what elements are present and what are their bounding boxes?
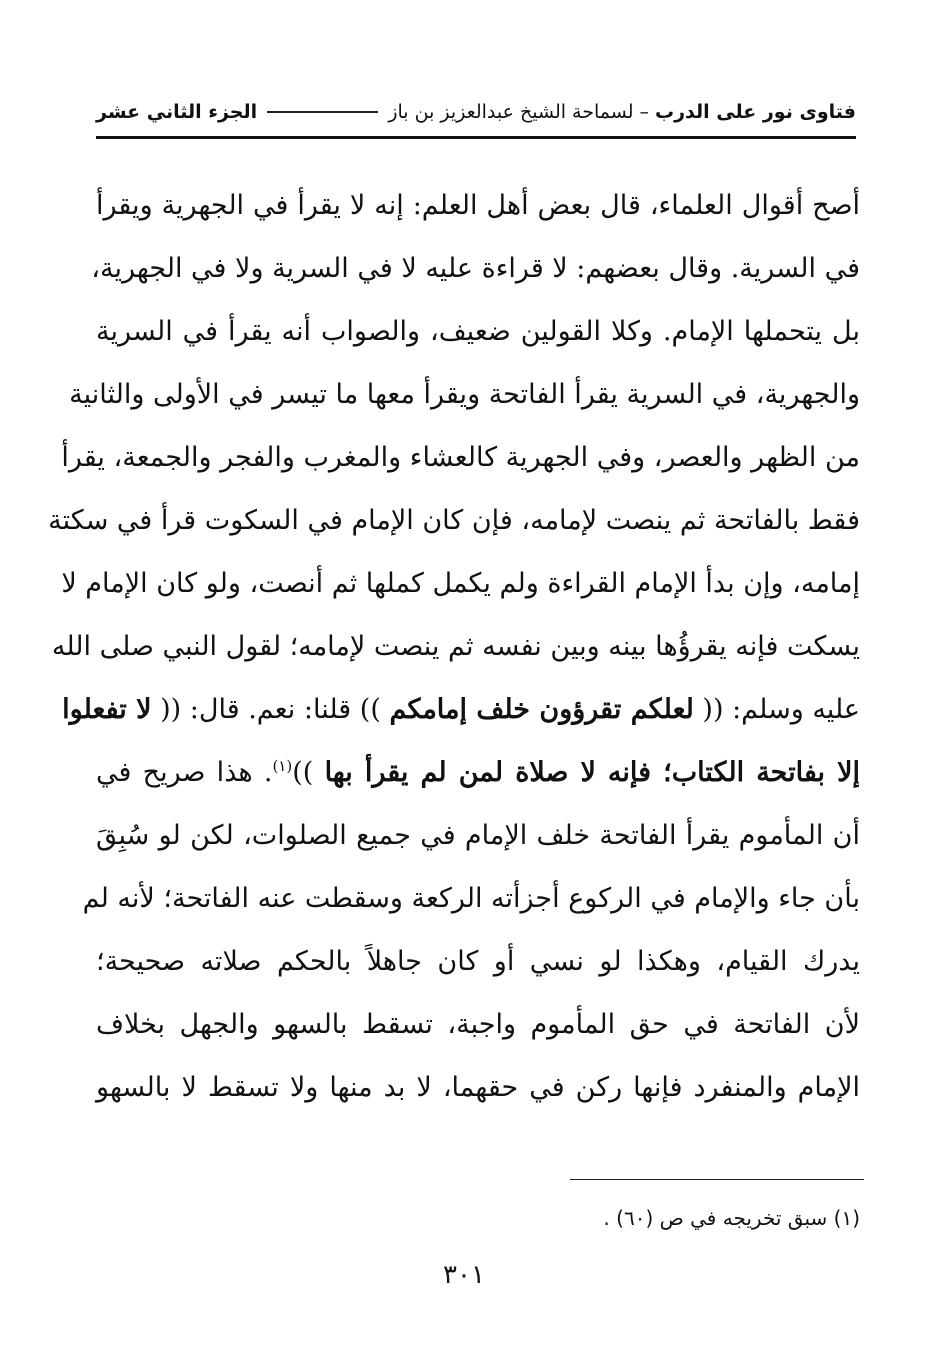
hadith-quote-1: لعلكم تقرؤون خلف إمامكم [389,694,694,725]
text-line-8: يسكت فإنه يقرؤُها بينه وبين نفسه ثم ينصت لإمامه؛ لقول النبي صلى الله [51,631,860,662]
text-line-6: فقط بالفاتحة ثم ينصت لإمامه، فإن كان الإمام في السكوت قرأ في سكتة [48,505,860,536]
text-line-1: أصح أقوال العلماء، قال بعض أهل العلم: إنه لا يقرأ في الجهرية ويقرأ [96,190,860,221]
closing-quote: )) [292,757,314,788]
text-line-5: من الظهر والعصر، وفي الجهرية كالعشاء والمغرب والفجر والجمعة، يقرأ [61,442,860,473]
text-line-9 [62,678,860,741]
text-line-4: والجهرية، في السرية يقرأ الفاتحة ويقرأ معها ما تيسر في الأولى والثانية [69,379,860,410]
header-divider [267,111,378,113]
footnote: (١) سبق تخريجه في ص (٦٠) . [603,1206,860,1230]
hadith-quote-2-end: إلا بفاتحة الكتاب؛ فإنه لا صلاة لمن لم يقرأ بها [324,757,860,788]
text-line-11: أن المأموم يقرأ الفاتحة خلف الإمام في جميع الصلوات، لكن لو سُبِقَ [96,820,860,851]
author-name: لسماحة الشيخ عبدالعزيز بن باز [388,101,634,123]
footnote-separator [570,1179,864,1180]
line9-part-a: عليه وسلم: (( [702,694,860,725]
book-title: فتاوى نور على الدرب [655,101,856,123]
text-line-14: لأن الفاتحة في حق المأموم واجبة، تسقط بالسهو والجهل بخلاف [96,1009,860,1040]
footnote-marker[interactable]: (١) [272,757,293,775]
page-number: ٣٠١ [443,1260,485,1290]
text-line-2: في السرية. وقال بعضهم: لا قراءة عليه لا في السرية ولا في الجهرية، [91,253,860,284]
text-line-15: الإمام والمنفرد فإنها ركن في حقهما، لا بد منها ولا تسقط لا بالسهو [96,1072,860,1103]
text-line-7: إمامه، وإن بدأ الإمام القراءة ولم يكمل كملها ثم أنصت، ولو كان الإمام لا [61,568,860,599]
text-line-13: يدرك القيام، وهكذا لو نسي أو كان جاهلاً بالحكم صلاته صحيحة؛ [96,946,860,977]
text-line-10 [96,741,860,804]
line10-part-c: . هذا صريح في [96,757,273,788]
hadith-quote-2-start: لا تفعلوا [62,694,152,725]
text-line-3: بل يتحملها الإمام. وكلا القولين ضعيف، والصواب أنه يقرأ في السرية [96,316,860,347]
header-underline [96,136,856,139]
line9-part-c: )) قلنا: نعم. قال: (( [160,694,381,725]
body-text [48,174,860,1119]
text-line-12: بأن جاء والإمام في الركوع أجزأته الركعة وسقطت عنه الفاتحة؛ لأنه لم [82,883,860,914]
volume-part: الجزء الثاني عشر [96,101,258,123]
header-dash: – [639,101,649,123]
running-header [96,92,856,132]
